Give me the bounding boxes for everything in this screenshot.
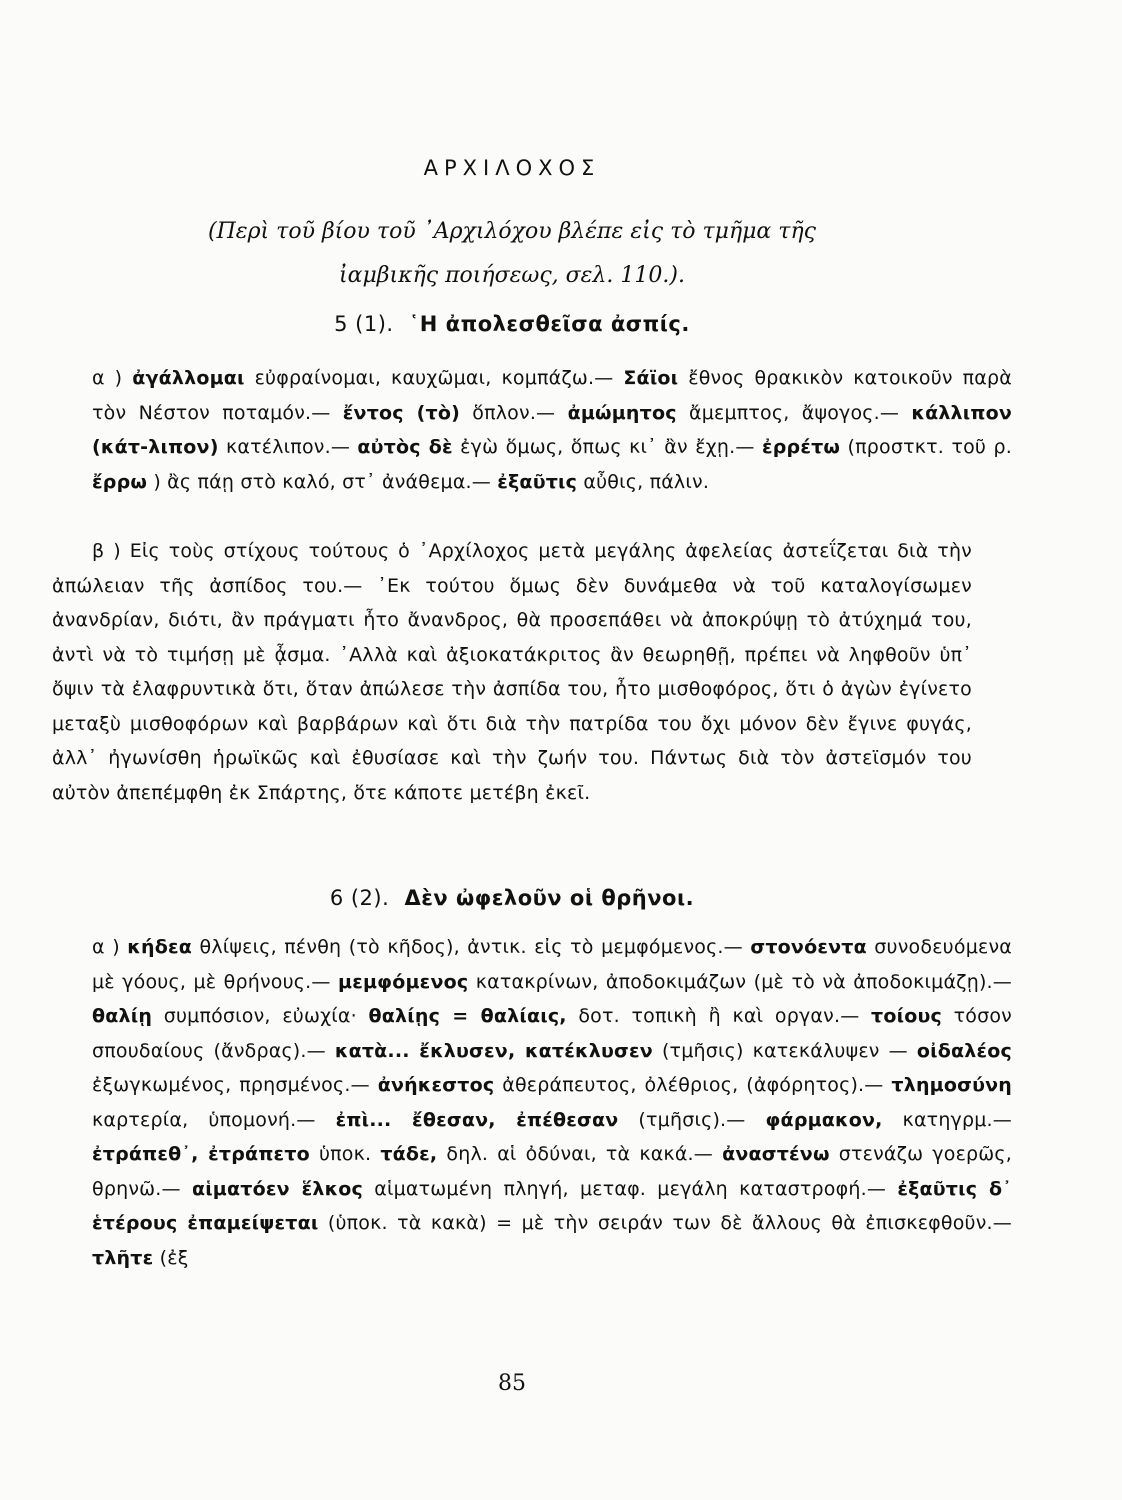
lemma-term: τλημοσύνη — [891, 1074, 1013, 1096]
lemma-term: ἔντος (τὸ) — [342, 401, 460, 424]
lemma-term: ἐξαῦτις — [497, 470, 578, 493]
lemma-term: τοίους — [871, 1005, 942, 1027]
lemma-term: ἀνήκεστος — [377, 1074, 495, 1096]
lemma-term: θαλίῃς = θαλίαις, — [368, 1005, 567, 1027]
gloss-text: συμπόσιον, εὐωχία· — [152, 1005, 369, 1027]
section-5-note-a-label: α ) — [92, 367, 133, 389]
subtitle — [52, 210, 972, 298]
gloss-text: εὐφραίνομαι, καυχῶμαι, κομπάζω.— — [244, 367, 624, 389]
gloss-text: κατακρίνων, ἀποδοκιμάζων (μὲ τὸ νὰ ἀποδοκιμάζῃ).— — [468, 970, 1012, 993]
lemma-term: ἀμώμητος — [567, 401, 677, 424]
lemma-term: αἱματόεν ἕλκος — [191, 1177, 363, 1200]
gloss-text: ἀθεράπευτος, ὀλέθριος, (ἀφόρητος).— — [494, 1074, 892, 1096]
gloss-text: στενάζω γοερῶς, θρηνῶ.— — [92, 1143, 1013, 1200]
gloss-text: ἄμεμπτος, ἄψογος.— — [676, 401, 912, 424]
gloss-text: (ὑποκ. τὰ κακὰ) = μὲ τὴν σειράν των δὲ ἄλλους θὰ ἐπισκεφθοῦν.— — [318, 1212, 1012, 1234]
section-6-note-a-label: α ) — [92, 936, 128, 958]
subtitle-line-1: (Περὶ τοῦ βίου τοῦ ᾿Αρχιλόχου βλέπε εἰς τὸ τμῆμα τῆς — [208, 219, 816, 244]
section-6-heading — [52, 886, 972, 910]
lemma-term: ἀναστένω — [722, 1143, 830, 1165]
subtitle-line-2: ἰαμβικῆς ποιήσεως, σελ. 110.). — [339, 263, 685, 288]
gloss-text: τόσον σπουδαίους (ἄνδρας).— — [92, 1005, 1012, 1062]
section-5-note-a-text — [92, 367, 1012, 493]
gloss-text: δηλ. αἱ ὀδύναι, τὰ κακά.— — [437, 1143, 723, 1165]
gloss-text: (ἐξ — [153, 1246, 189, 1269]
gloss-text: κατέλιπον.— — [218, 436, 358, 458]
lemma-term: ἐτράπεθ᾿, ἐτράπετο — [92, 1143, 310, 1165]
section-6-title: Δὲν ὠφελοῦν οἱ θρῆνοι. — [404, 886, 695, 910]
gloss-text: κατηγρμ.— — [882, 1108, 1012, 1131]
gloss-text: συνοδευόμενα μὲ γόους, μὲ θρήνους.— — [92, 936, 1012, 993]
page-title: ΑΡΧΙΛΟΧΟΣ — [423, 156, 601, 180]
gloss-text: αὖθις, πάλιν. — [577, 470, 710, 493]
gloss-text: (τμῆσις) κατεκάλυψεν — — [652, 1039, 917, 1062]
lemma-term: ἐπὶ... ἔθεσαν, ἐπέθεσαν — [335, 1108, 619, 1131]
gloss-text: δοτ. τοπικὴ ἢ καὶ οργαν.— — [566, 1005, 872, 1027]
gloss-text: ἐγὼ ὅμως, ὅπως κι᾿ ἂν ἔχῃ.— — [452, 436, 762, 458]
lemma-term: φάρμακον, — [765, 1108, 883, 1131]
gloss-text: (προστκτ. τοῦ ρ. — [840, 436, 1012, 458]
section-5-heading — [52, 312, 972, 336]
page — [52, 0, 1013, 1500]
lemma-term: μεμφόμενος — [338, 970, 469, 993]
lemma-term: ἐξαῦτις δ᾿ ἑτέρους ἐπαμείψεται — [92, 1177, 1012, 1234]
section-5-note-b-text: Εἰς τοὺς στίχους τούτους ὁ ᾿Αρχίλοχος μετὰ μεγάλης ἀφελείας ἀστεΐζεται διὰ τὴν ἀπώλειαν τῆς ἀσπίδος του.— ᾿Εκ τούτου ὅμως δὲν δυνάμεθα νὰ τοῦ καταλογίσωμεν ἀνανδρίαν, διότι, ἂν πράγματι ἦτο ἄνανδρος, θὰ προσεπάθει νὰ ἀποκρύψῃ τὸ ἀτύχημά του, ἀντὶ νὰ τὸ τιμήσῃ μὲ ᾆσμα. ᾿Αλλὰ καὶ ἀξιοκατάκριτος ἂν θεωρηθῇ, πρέπει νὰ ληφθοῦν ὑπ᾿ ὄψιν τὰ ἐλαφρυντικὰ ὅτι, ὅταν ἀπώλεσε τὴν ἀσπίδα του, ἦτο μισθοφόρος, ὅτι ὁ ἀγὼν ἐγίνετο μεταξὺ μισθοφόρων καὶ βαρβάρων καὶ ὅτι διὰ τὴν πατρίδα του ὄχι μόνον δὲν ἔγινε φυγάς, ἀλλ᾿ ἠγωνίσθη ἡρωϊκῶς καὶ ἐθυσίασε καὶ τὴν ζωήν του. Πάντως διὰ τὸν ἀστεϊσμόν του αὐτὸν ἀπεπέμφθη ἐκ Σπάρτης, ὅτε κάποτε μετέβη ἐκεῖ. — [52, 540, 972, 804]
lemma-term: κήδεα — [127, 936, 193, 958]
section-6-number: 6 (2). — [329, 886, 390, 910]
lemma-term: οἰδαλέος — [916, 1039, 1012, 1062]
section-5-title: ῾Η ἀπολεσθεῖσα ἀσπίς. — [408, 312, 690, 336]
gloss-text: (τμῆσις).— — [618, 1108, 766, 1131]
gloss-text: ὅπλον.— — [459, 401, 568, 424]
section-6-note-a-text — [92, 936, 1012, 1269]
section-5-number: 5 (1). — [334, 312, 394, 336]
lemma-term: κατὰ... ἔκλυσεν, κατέκλυσεν — [334, 1039, 653, 1062]
lemma-term: ἔρρω — [92, 470, 148, 493]
section-6-note-a — [52, 930, 1012, 1275]
gloss-text: ) ἂς πάῃ στὸ καλό, στ᾿ ἀνάθεμα.— — [147, 470, 498, 493]
lemma-term: τλῆτε — [92, 1246, 154, 1269]
section-5-note-a — [52, 361, 1012, 499]
lemma-term: Σάϊοι — [623, 367, 679, 389]
gloss-text: θλίψεις, πένθη (τὸ κῆδος), ἀντικ. εἰς τὸ μεμφόμενος.— — [192, 936, 751, 958]
lemma-term: στονόεντα — [750, 936, 867, 958]
lemma-term: αὐτὸς δὲ — [357, 436, 453, 458]
lemma-term: ἐρρέτω — [761, 436, 841, 458]
gloss-text: αἱματωμένη πληγή, μεταφ. μεγάλη καταστροφή.— — [363, 1177, 898, 1200]
lemma-term: κάλλιπον (κάτ-λιπον) — [92, 401, 1013, 458]
gloss-text: ὑποκ. — [309, 1143, 381, 1165]
gloss-text: ἔθνος θρακικὸν κατοικοῦν παρὰ τὸν Νέστον ποταμόν.— — [92, 367, 1012, 424]
lemma-term: ἀγάλλομαι — [132, 367, 245, 389]
lemma-term: θαλίῃ — [92, 1005, 153, 1027]
section-5-note-b — [52, 534, 972, 810]
gloss-text: ἐξωγκωμένος, πρησμένος.— — [92, 1074, 378, 1096]
gloss-text: καρτερία, ὑπομονή.— — [92, 1108, 336, 1131]
lemma-term: τάδε, — [380, 1143, 438, 1165]
section-5-note-b-label: β ) — [92, 540, 130, 562]
page-number: 85 — [498, 1371, 526, 1396]
